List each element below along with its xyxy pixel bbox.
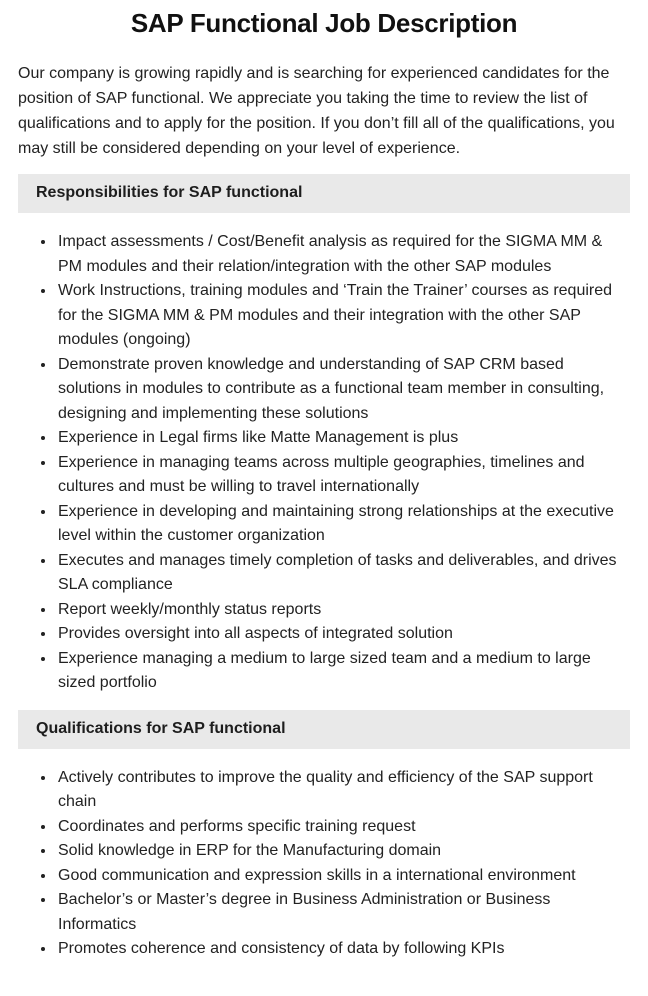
list-item: • Good communication and expression skills in a international environment (56, 864, 630, 889)
list-item: • Provides oversight into all aspects of integrated solution (56, 622, 630, 647)
responsibilities-list (18, 230, 630, 696)
list-item: • Actively contributes to improve the quality and efficiency of the SAP support chain (56, 766, 630, 815)
list-item: • Coordinates and performs specific training request (56, 815, 630, 840)
list-item: • Bachelor’s or Master’s degree in Business Administration or Business Informatics (56, 888, 630, 937)
responsibilities-section (18, 174, 630, 696)
list-item: • Demonstrate proven knowledge and understanding of SAP CRM based solutions in modules to contribute as a functional team member in consulting, designing and implementing these solutions (56, 353, 630, 427)
list-item: • Experience in developing and maintaining strong relationships at the executive level within the customer organization (56, 500, 630, 549)
qualifications-section (18, 710, 630, 962)
intro-paragraph: Our company is growing rapidly and is searching for experienced candidates for the position of SAP functional. We appreciate you taking the time to review the list of qualifications and to apply for the position. If you don’t fill all of the qualifications, you may still be considered depending on your level of experience. (18, 65, 615, 157)
list-item: • Executes and manages timely completion of tasks and deliverables, and drives SLA compliance (56, 549, 630, 598)
list-item: • Experience managing a medium to large sized team and a medium to large sized portfolio (56, 647, 630, 696)
page-title: SAP Functional Job Description (130, 8, 518, 38)
list-item: • Promotes coherence and consistency of data by following KPIs (56, 937, 630, 962)
list-item: • Experience in managing teams across multiple geographies, timelines and cultures and must be willing to travel internationally (56, 451, 630, 500)
list-item: • Experience in Legal firms like Matte Management is plus (56, 426, 630, 451)
list-item: • Solid knowledge in ERP for the Manufacturing domain (56, 839, 630, 864)
qualifications-section-heading: Qualifications for SAP functional (18, 710, 630, 749)
list-item: • Work Instructions, training modules and ‘Train the Trainer’ courses as required for the SIGMA MM & PM modules and their integration with the other SAP modules (ongoing) (56, 279, 630, 353)
list-item: • Impact assessments / Cost/Benefit analysis as required for the SIGMA MM & PM modules and their relation/integration with the other SAP modules (56, 230, 630, 279)
qualifications-list (18, 766, 630, 962)
list-item: • Report weekly/monthly status reports (56, 598, 630, 623)
responsibilities-section-heading: Responsibilities for SAP functional (18, 174, 630, 213)
